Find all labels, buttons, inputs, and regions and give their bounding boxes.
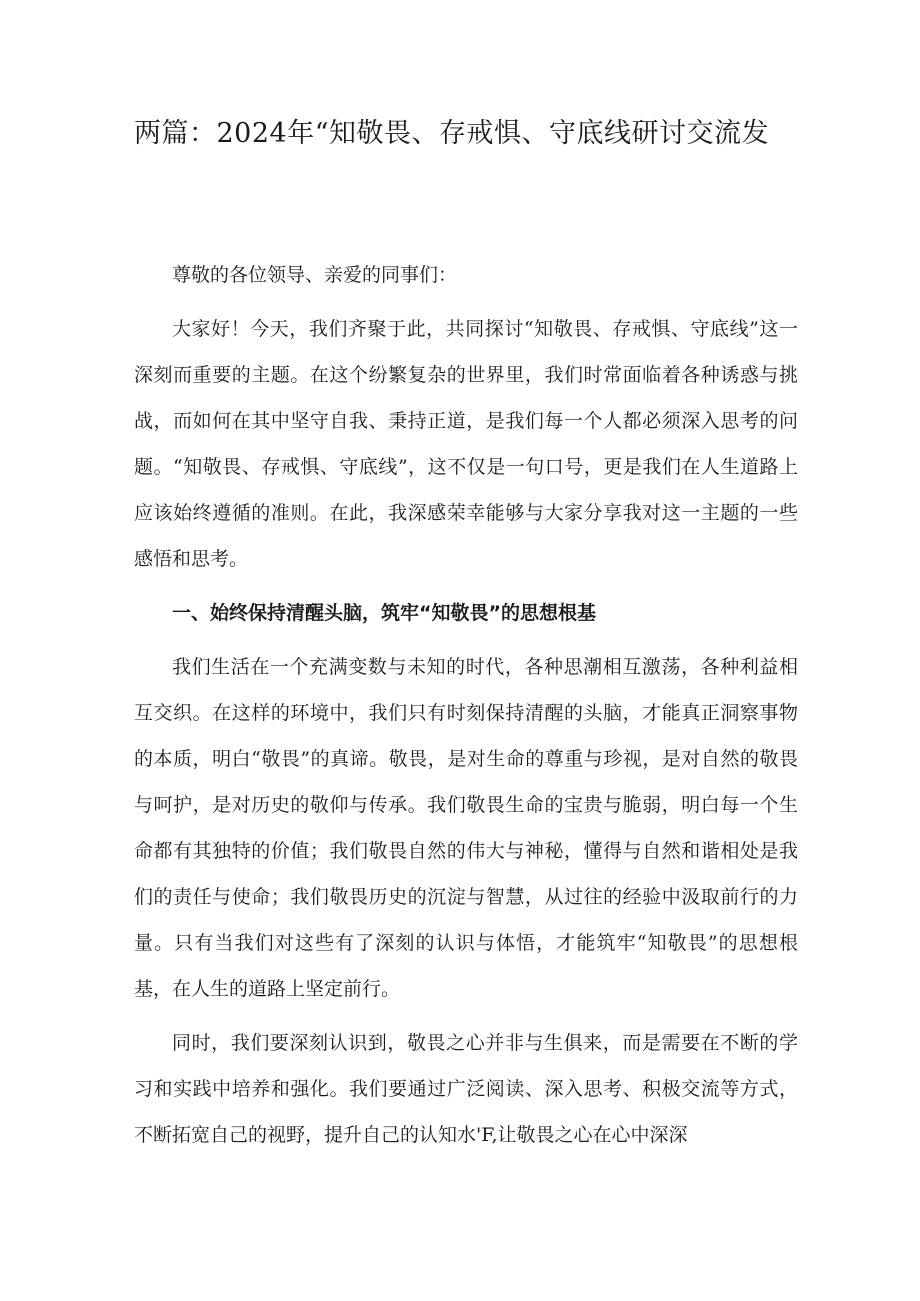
body-paragraph: 同时，我们要深刻认识到，敬畏之心并非与生俱来，而是需要在不断的学习和实践中培养和强化。我们要通过广泛阅读、深入思考、积极交流等方式，不断拓宽自己的视野，提升自己的认知水'F,让敬畏之心在心中深深 (134, 1032, 798, 1146)
document-body (134, 252, 798, 1158)
intro-paragraph: 大家好！今天，我们齐聚于此，共同探讨“知敬畏、存戒惧、守底线”这一深刻而重要的主题。在这个纷繁复杂的世界里，我们时常面临着各种诱惑与挑战，而如何在其中坚守自我、秉持正道，是我们每一个人都必须深入思考的问题。“知敬畏、存戒惧、守底线”，这不仅是一句口号，更是我们在人生道路上应该始终遵循的准则。在此，我深感荣幸能够与大家分享我对这一主题的一些感悟和思考。 (134, 318, 798, 570)
section-heading: 一、始终保持清醒头脑，筑牢“知敬畏”的思想根基 (172, 602, 596, 624)
salutation-paragraph: 尊敬的各位领导、亲爱的同事们： (172, 264, 458, 286)
document-title: 两篇：2024年“知敬畏、存戒惧、守底线研讨交流发 (134, 118, 770, 149)
body-paragraph: 我们生活在一个充满变数与未知的时代，各种思潮相互激荡，各种利益相互交织。在这样的环境中，我们只有时刻保持清醒的头脑，才能真正洞察事物的本质，明白“敬畏”的真谛。敬畏，是对生命的尊重与珍视，是对自然的敬畏与呵护，是对历史的敬仰与传承。我们敬畏生命的宝贵与脆弱，明白每一个生命都有其独特的价值；我们敬畏自然的伟大与神秘，懂得与自然和谐相处是我们的责任与使命；我们敬畏历史的沉淀与智慧，从过往的经验中汲取前行的力量。只有当我们对这些有了深刻的认识与体悟，才能筑牢“知敬畏”的思想根基，在人生的道路上坚定前行。 (134, 656, 798, 1000)
